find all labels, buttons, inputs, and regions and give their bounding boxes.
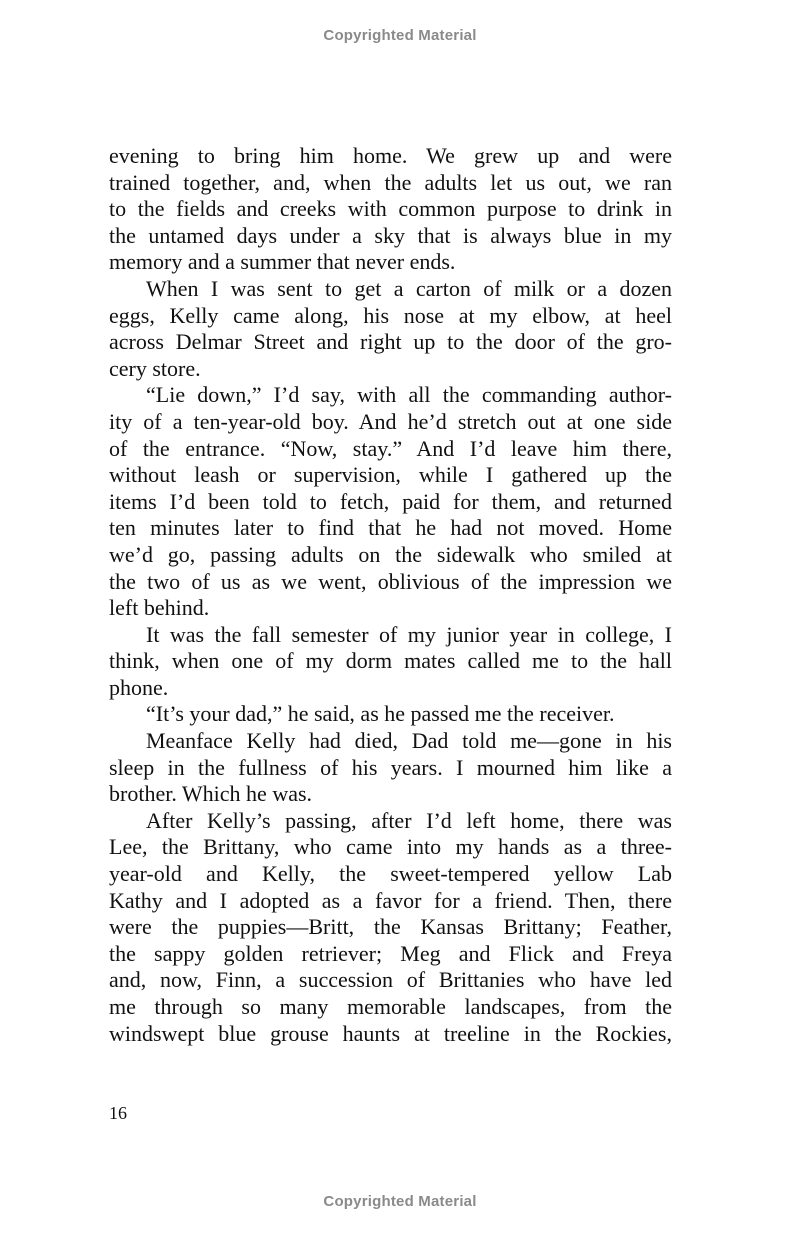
text-line: and, now, Finn, a succession of Brittanies who have led	[109, 967, 672, 993]
text-line: Lee, the Brittany, who came into my hands as a three-	[109, 834, 672, 860]
text-line: windswept blue grouse haunts at treeline in the Rockies,	[109, 1020, 672, 1046]
text-line: memory and a summer that never ends.	[109, 249, 456, 275]
text-line: left behind.	[109, 595, 210, 621]
text-line: the two of us as we went, oblivious of the impression we	[109, 568, 672, 594]
text-line: without leash or supervision, while I gathered up the	[109, 462, 672, 488]
copyright-watermark-top: Copyrighted Material	[323, 27, 477, 44]
text-line: trained together, and, when the adults let us out, we ran	[109, 169, 672, 195]
text-line: we’d go, passing adults on the sidewalk who smiled at	[109, 541, 672, 567]
text-line: eggs, Kelly came along, his nose at my elbow, at heel	[109, 302, 672, 328]
body-text	[109, 143, 672, 1047]
text-line: “It’s your dad,” he said, as he passed me the receiver.	[146, 701, 615, 727]
text-line: phone.	[109, 674, 169, 700]
page-number: 16	[109, 1103, 127, 1123]
text-line: cery store.	[109, 355, 201, 381]
text-line: “Lie down,” I’d say, with all the commanding author-	[146, 382, 672, 408]
text-line: the untamed days under a sky that is always blue in my	[109, 222, 672, 248]
text-line: across Delmar Street and right up to the door of the gro-	[109, 329, 672, 355]
text-line: Meanface Kelly had died, Dad told me—gone in his	[146, 728, 672, 754]
text-line: year-old and Kelly, the sweet-tempered yellow Lab	[109, 861, 672, 887]
text-line: were the puppies—Britt, the Kansas Brittany; Feather,	[109, 914, 672, 940]
text-line: of the entrance. “Now, stay.” And I’d leave him there,	[109, 435, 672, 461]
text-line: evening to bring him home. We grew up and were	[109, 143, 672, 168]
text-line: sleep in the fullness of his years. I mourned him like a	[109, 754, 672, 780]
text-line: me through so many memorable landscapes, from the	[109, 994, 672, 1019]
text-line: When I was sent to get a carton of milk or a dozen	[146, 275, 672, 301]
text-line: After Kelly’s passing, after I’d left home, there was	[146, 807, 672, 833]
text-line: It was the fall semester of my junior year in college, I	[146, 621, 672, 647]
text-line: Kathy and I adopted as a favor for a friend. Then, there	[109, 887, 672, 913]
copyright-watermark-bottom: Copyrighted Material	[323, 1193, 477, 1210]
text-line: brother. Which he was.	[109, 781, 313, 807]
text-line: think, when one of my dorm mates called me to the hall	[109, 648, 672, 674]
text-line: ten minutes later to find that he had not moved. Home	[109, 515, 672, 541]
text-line: to the fields and creeks with common purpose to drink in	[109, 196, 672, 222]
text-line: items I’d been told to fetch, paid for them, and returned	[109, 488, 672, 514]
text-line: ity of a ten-year-old boy. And he’d stretch out at one side	[109, 408, 672, 434]
text-line: the sappy golden retriever; Meg and Flick and Freya	[109, 940, 672, 966]
